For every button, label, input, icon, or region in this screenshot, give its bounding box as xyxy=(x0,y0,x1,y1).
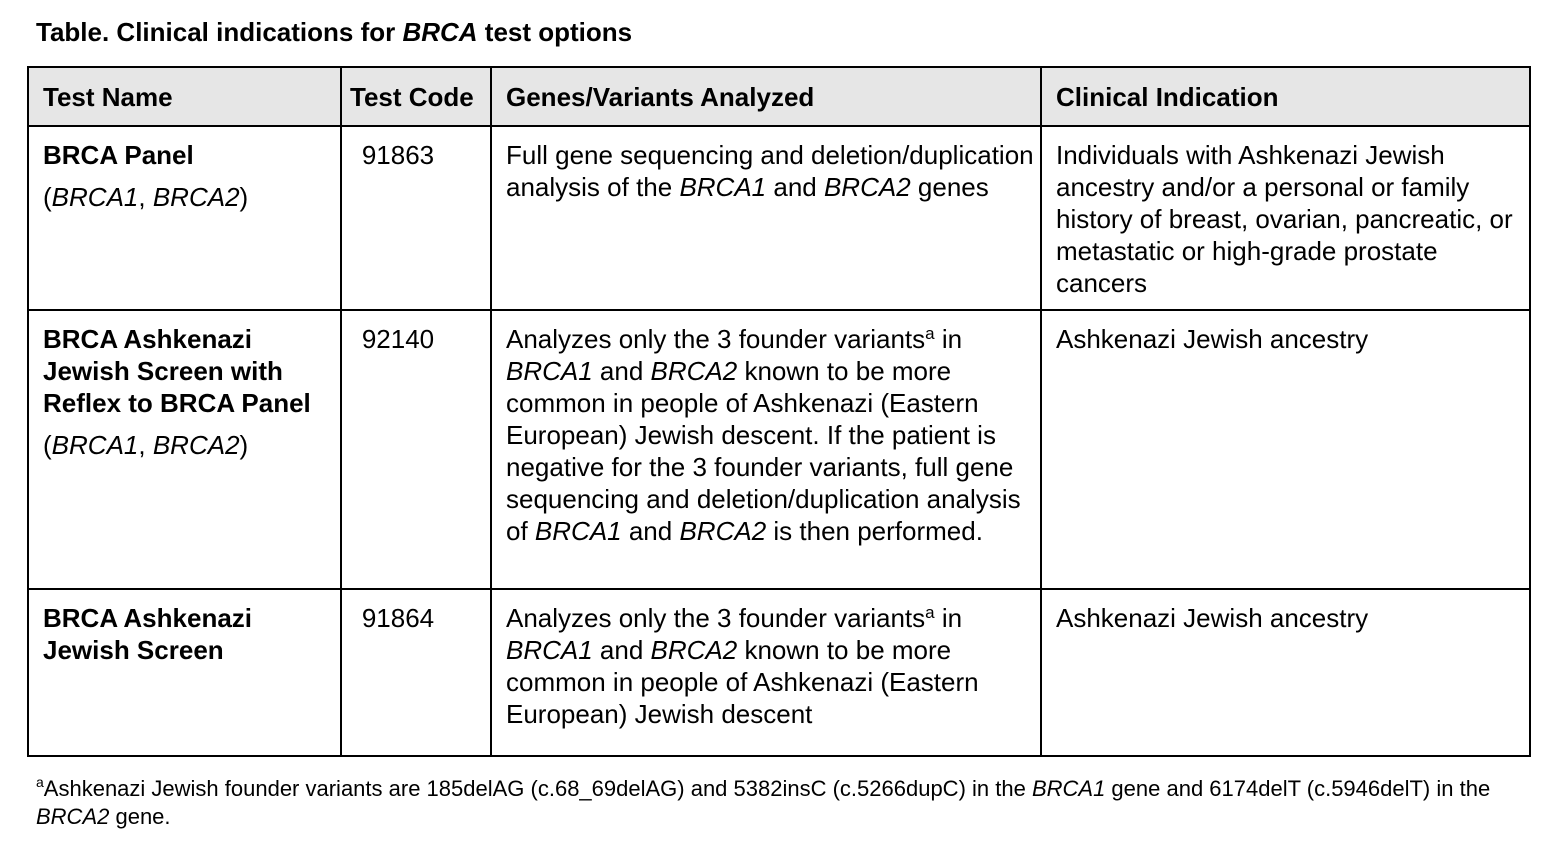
test-name: BRCA Ashkenazi Jewish Screen with Reflex to BRCA Panel xyxy=(43,324,311,418)
test-name-cell xyxy=(28,126,341,310)
genes-analyzed: Full gene sequencing and deletion/duplication analysis of the BRCA1 and BRCA2 genes xyxy=(491,126,1041,310)
test-name: BRCA Ashkenazi Jewish Screen xyxy=(43,603,253,665)
test-code: 91864 xyxy=(341,589,491,756)
title-prefix: Table. Clinical indications for xyxy=(36,17,403,47)
header-test-name: Test Name xyxy=(28,67,341,126)
table-row xyxy=(28,589,1530,756)
genes-analyzed: Analyzes only the 3 founder variants$^a$ in BRCA1 and BRCA2 known to be more common in people of Ashkenazi (Eastern European) Jewish descent. If the patient is negative for the 3 founder variants, full gene sequencing and deletion/duplication analysis of BRCA1 and BRCA2 is then performed. xyxy=(491,310,1041,589)
footnote-marker: a xyxy=(36,774,44,790)
table-row xyxy=(28,310,1530,589)
test-name: BRCA Panel xyxy=(43,140,194,170)
title-suffix: test options xyxy=(477,17,633,47)
clinical-indication: Ashkenazi Jewish ancestry xyxy=(1041,589,1530,756)
test-code: 92140 xyxy=(341,310,491,589)
brca-test-options-table xyxy=(27,66,1531,757)
genes-analyzed: Analyzes only the 3 founder variants$^a$ in BRCA1 and BRCA2 known to be more common in people of Ashkenazi (Eastern European) Jewish descent xyxy=(491,589,1041,756)
test-code: 91863 xyxy=(341,126,491,310)
clinical-indication: Individuals with Ashkenazi Jewish ancestry and/or a personal or family history of breast, ovarian, pancreatic, or metastatic or high-grade prostate cancers xyxy=(1041,126,1530,310)
header-clinical-indication: Clinical Indication xyxy=(1041,67,1530,126)
table-title xyxy=(36,17,632,48)
test-name-cell xyxy=(28,310,341,589)
table-header-row xyxy=(28,67,1530,126)
test-genes: (BRCA1, BRCA2) xyxy=(43,182,249,212)
title-gene: BRCA xyxy=(402,17,478,47)
table-footnote: $^a$Ashkenazi Jewish founder variants are 185delAG (c.68_69delAG) and 5382insC (c.5266dupC) in the BRCA1 gene and 6174delT (c.5946delT) in the BRCA2 gene. xyxy=(36,774,1491,829)
test-name-cell xyxy=(28,589,341,756)
footnote-marker: a xyxy=(925,324,935,343)
footnote-marker: a xyxy=(925,603,935,622)
clinical-indication: Ashkenazi Jewish ancestry xyxy=(1041,310,1530,589)
header-test-code: Test Code xyxy=(341,67,491,126)
table-row xyxy=(28,126,1530,310)
test-genes: (BRCA1, BRCA2) xyxy=(43,430,249,460)
header-genes-analyzed: Genes/Variants Analyzed xyxy=(491,67,1041,126)
